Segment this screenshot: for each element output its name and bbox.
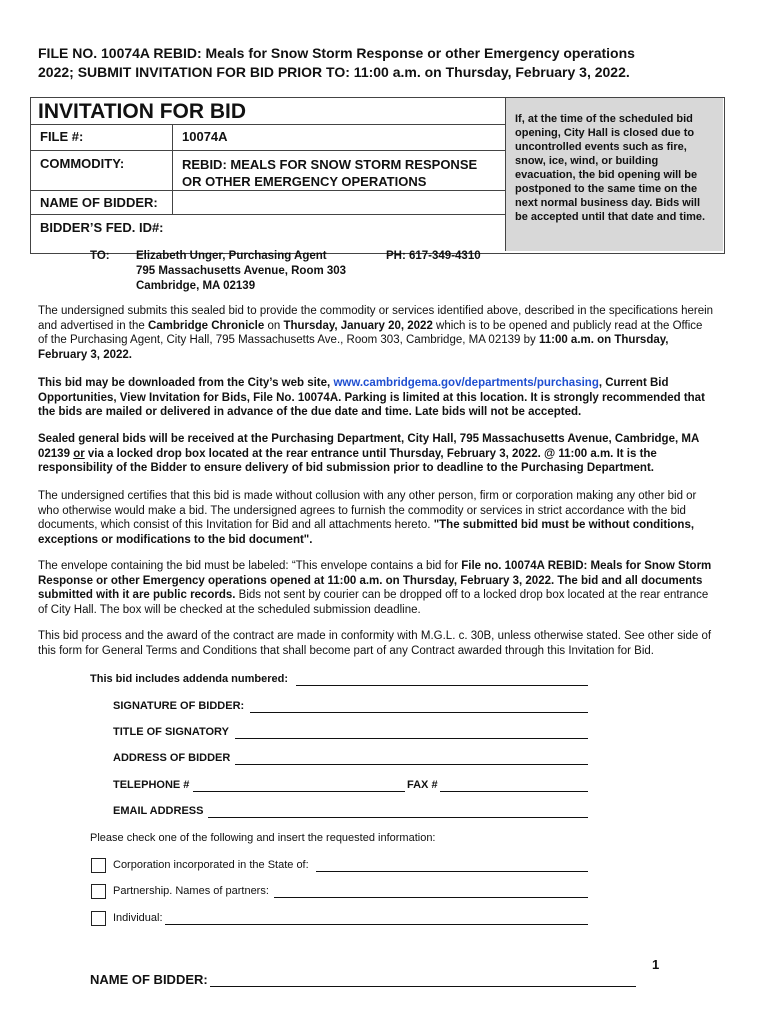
addenda-label: This bid includes addenda numbered: [90,673,289,685]
text: "The submitted bid must be without conditions, exceptions or modifications to the bid document". [38,519,695,546]
title-label: TITLE OF SIGNATORY [113,726,229,738]
email-input[interactable] [208,817,588,818]
individual-input[interactable] [165,924,588,925]
paragraph-certification [38,489,714,547]
paragraph-envelope [38,559,714,617]
advertised-date: Thursday, January 20, 2022 [283,319,433,332]
address-input[interactable] [235,764,588,765]
fax-input[interactable] [440,791,588,792]
fed-id-field[interactable] [174,215,504,250]
telephone-input[interactable] [193,791,405,792]
text: , Current Bid Opportunities, View Invitation for Bids, File No. 10074A. Parking is limited at this location. It is strongly recommended that the bids are mailed or delivered in advance of the due date and time. Late bids will not be accepted. [38,377,705,418]
divider [172,124,173,214]
fax-label: FAX # [407,779,438,791]
header-line-2: 2022; SUBMIT INVITATION FOR BID PRIOR TO: 11:00 a.m. on Thursday, February 3, 2022. [38,64,630,80]
purchasing-website-link[interactable]: www.cambridgema.gov/departments/purchasing [333,377,599,389]
paragraph-sealed-bids [38,432,714,476]
partnership-label: Partnership. Names of partners: [113,885,269,897]
recipient-phone: PH: 617-349-4310 [386,250,481,262]
text: which is to be opened and publicly read at the Office of the Purchasing Agent, City Hall, 795 Massachusetts Ave., Room 303, Cambridge, MA 02139 by [38,319,703,346]
commodity-line-2: OR OTHER EMERGENCY OPERATIONS [182,174,427,189]
text: on [264,319,284,332]
text: File no. 10074A REBID: Meals for Snow Storm Response or other Emergency operations opened at 11:00 a.m. on Thursday, February 3, 2022. The bid and all documents submitted with it are public records. [38,560,712,601]
recipient-address-2: Cambridge, MA 02139 [136,280,256,292]
text: The undersigned certifies that this bid is made without collusion with any other person, firm or corporation making any other bid or who otherwise would make a bid. The undersigned agrees to furnish the commodity or services in strict accordance with the bid documents, which consist of this Invitation for Bid and all attachments hereto. [38,490,697,531]
addenda-input[interactable] [296,685,588,686]
text: Sealed general bids will be received at the Purchasing Department, City Hall, 795 Massachusetts Avenue, Cambridge, MA 02139 [38,433,699,460]
fed-id-label: BIDDER’S FED. ID#: [40,220,164,235]
email-label: EMAIL ADDRESS [113,805,204,817]
signature-input[interactable] [250,712,588,713]
corporation-label: Corporation incorporated in the State of: [113,859,309,871]
text: This bid may be downloaded from the City’s web site, [38,377,334,389]
divider [30,124,505,125]
commodity-line-1: REBID: MEALS FOR SNOW STORM RESPONSE [182,157,478,172]
divider [505,98,506,251]
bidder-name-field[interactable] [174,191,504,213]
file-label: FILE #: [40,129,84,144]
corporation-checkbox[interactable] [91,858,106,873]
commodity-label: COMMODITY: [40,156,125,171]
text: The undersigned submits this sealed bid to provide the commodity or services identified above, described in the specifications herein and advertised in the [38,305,714,332]
header-line-1: FILE NO. 10074A REBID: Meals for Snow Storm Response or other Emergency operations [38,45,635,61]
check-instruction: Please check one of the following and insert the requested information: [90,832,436,844]
text: or [73,447,85,460]
paragraph-download [38,376,714,420]
bidder-name-label: NAME OF BIDDER: [40,195,158,210]
newspaper-name: Cambridge Chronicle [147,319,265,332]
title-input[interactable] [235,738,588,739]
footer-bidder-label: NAME OF BIDDER: [90,972,208,987]
text: Bids not sent by courier can be dropped off to a locked drop box located at the rear entrance of City Hall. The box will be checked at the scheduled submission deadline. [38,589,709,616]
page-number: 1 [652,957,660,972]
footer-bidder-input[interactable] [210,986,636,987]
text: via a locked drop box located at the rear entrance until Thursday, February 3, 2022. @ 11:00 a.m. It is the responsibility of the Bidder to ensure delivery of bid submission prior to deadline to the Purchasing Department. [38,447,657,474]
paragraph-advertisement [38,304,714,362]
individual-checkbox[interactable] [91,911,106,926]
paragraph-mgl: This bid process and the award of the contract are made in conformity with M.G.L. c. 30B, unless otherwise stated. See other side of this form for General Terms and Conditions that shall become part of any Contract awarded through this Invitation for Bid. [38,630,712,657]
document-header [38,44,738,82]
divider [30,150,505,151]
partners-input[interactable] [274,897,588,898]
recipient-name: Elizabeth Unger, Purchasing Agent [136,250,327,262]
file-value: 10074A [182,129,228,144]
to-label: TO: [90,250,110,262]
text: The envelope containing the bid must be labeled: “This envelope contains a bid for [38,560,462,572]
corporation-state-input[interactable] [316,871,588,872]
individual-label: Individual: [113,912,163,924]
partnership-checkbox[interactable] [91,884,106,899]
recipient-block [136,249,346,294]
deadline: 11:00 a.m. on Thursday, February 3, 2022. [38,334,669,361]
telephone-label: TELEPHONE # [113,779,190,791]
recipient-address-1: 795 Massachusetts Avenue, Room 303 [136,265,347,277]
closure-notice-text: If, at the time of the scheduled bid opening, City Hall is closed due to uncontrolled events such as fire, snow, ice, wind, or building evacuation, the bid opening will be postponed to the same time on the next normal business day. Bids will be accepted until that date and time. [515,113,706,223]
commodity-value [182,156,477,190]
form-title: INVITATION FOR BID [38,100,247,123]
address-label: ADDRESS OF BIDDER [113,752,231,764]
signature-label: SIGNATURE OF BIDDER: [113,700,245,712]
